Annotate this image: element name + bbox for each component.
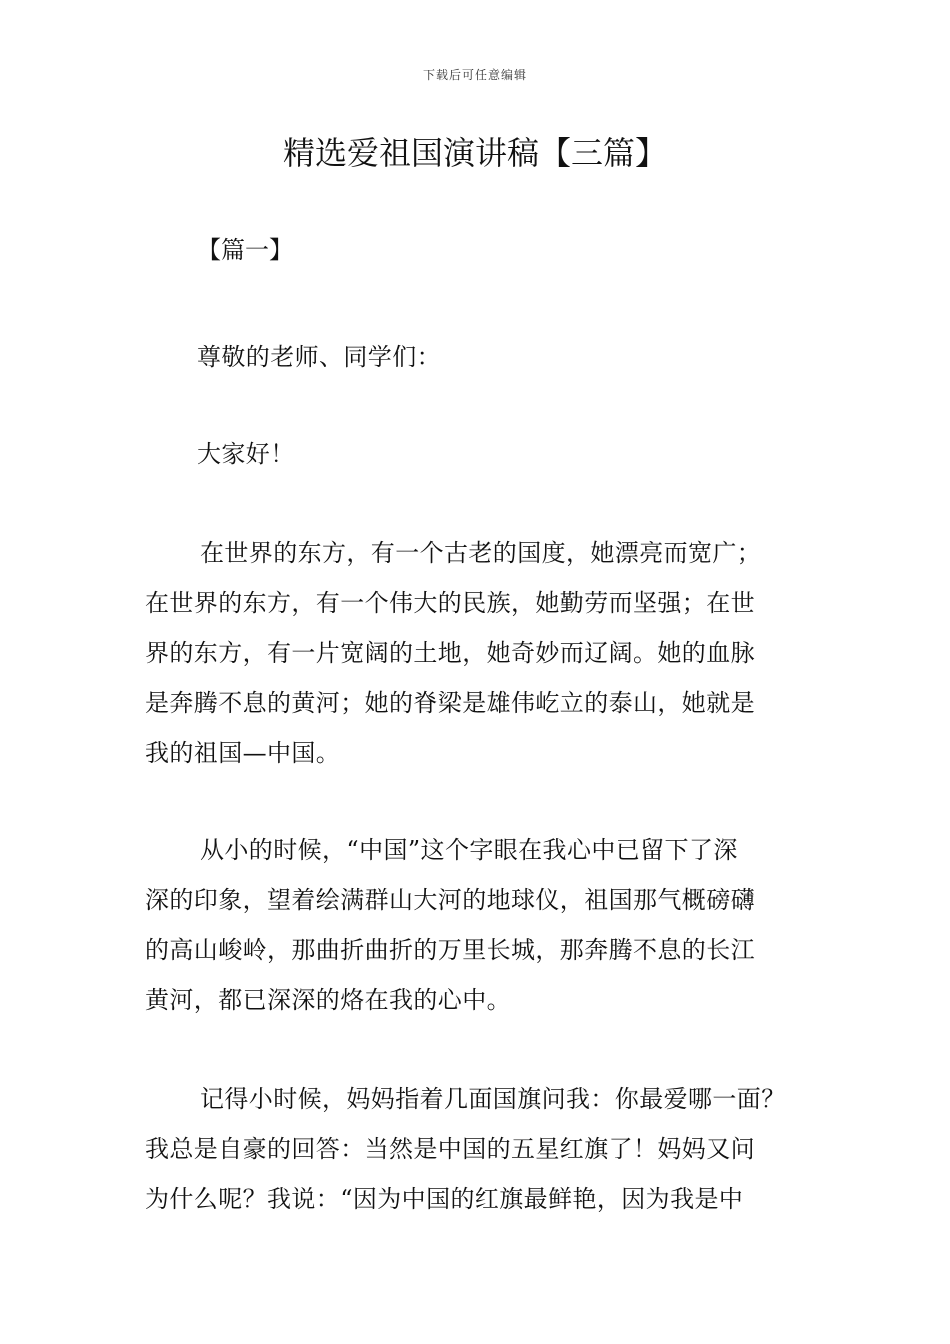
header-note: 下载后可任意编辑 xyxy=(422,68,527,82)
salutation: 尊敬的老师、同学们： xyxy=(197,343,441,371)
paragraph-line: 从小的时候，“中国”这个字眼在我心中已留下了深 xyxy=(200,836,738,864)
paragraph-line: 在世界的东方，有一个古老的国度，她漂亮而宽广； xyxy=(200,539,762,567)
paragraph-line: 深的印象，望着绘满群山大河的地球仪，祖国那气概磅礴 xyxy=(145,886,755,914)
paragraph-line: 我的祖国—中国。 xyxy=(145,739,341,767)
paragraph-line: 界的东方，有一片宽阔的土地，她奇妙而辽阔。她的血脉 xyxy=(145,639,755,667)
paragraph-line: 在世界的东方，有一个伟大的民族，她勤劳而坚强；在世 xyxy=(145,589,755,617)
paragraph-line: 记得小时候，妈妈指着几面国旗问我：你最爱哪一面？ xyxy=(200,1085,786,1113)
paragraph-line: 的高山峻岭，那曲折曲折的万里长城，那奔腾不息的长江 xyxy=(145,936,755,964)
paragraph-line: 黄河，都已深深的烙在我的心中。 xyxy=(145,986,511,1014)
greeting: 大家好！ xyxy=(197,440,295,468)
paragraph-line: 我总是自豪的回答：当然是中国的五星红旗了！妈妈又问 xyxy=(145,1135,755,1163)
paragraph-line: 是奔腾不息的黄河；她的脊梁是雄伟屹立的泰山，她就是 xyxy=(145,689,755,717)
paragraph-line: 为什么呢？我说：“因为中国的红旗最鲜艳，因为我是中 xyxy=(145,1185,744,1213)
section-label: 【篇一】 xyxy=(197,236,293,264)
document-title: 精选爱祖国演讲稿【三篇】 xyxy=(282,134,667,172)
